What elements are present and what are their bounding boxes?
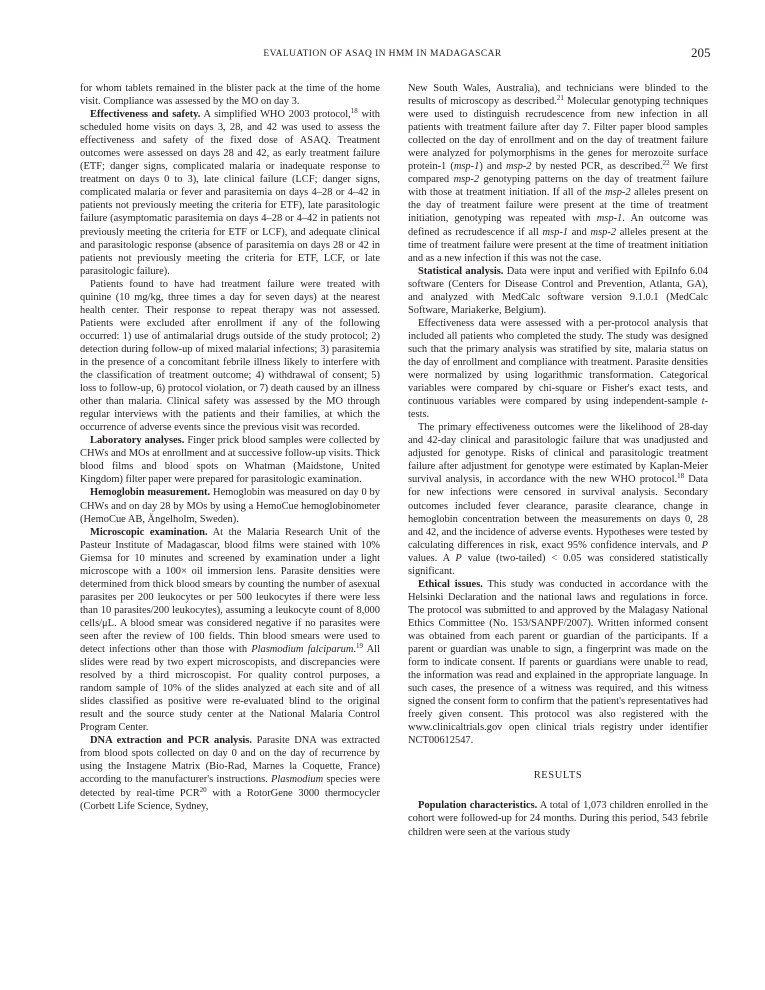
citation-ref: 20 xyxy=(199,785,207,794)
section-title-results: RESULTS xyxy=(533,770,583,782)
citation-ref: 21 xyxy=(556,94,564,103)
paragraph-statistical-analysis: Statistical analysis. Data were input and verified with EpiInfo 6.04 software (Centers for Disease Control and Prevention, Atlanta, GA), and analyzed with MedCalc software version 9.1.0.1 (MedCalc Software, Mariakerke, Belgium). xyxy=(408,265,708,316)
subsection-heading-hemoglobin: Hemoglobin measurement. xyxy=(90,487,211,499)
citation-ref: 18 xyxy=(677,472,685,481)
paragraph-genotyping: New South Wales, Australia), and technicians were blinded to the results of microscopy as described.$^{21}$ Molecular genotyping techniques were used to distinguish recrudescence from new infection in all patients with treatment failure after day 7. Filter paper blood samples collected on the day of enrollment and on the day of treatment failure were analyzed for polymorphisms in the genes for merozoite surface protein-1 (msp-1) and msp-2 by nested PCR, as described.$^{22}$ We first compared msp-2 genotyping patterns on the day of treatment failure with those at treatment initiation. If all of the msp-2 alleles present on the day of treatment failure were present at the time of treatment initiation, genotyping was repeated with msp-1. An outcome was defined as recrudescence if all msp-1 and msp-2 alleles present at the time of treatment failure were present at the time of treatment initiation and as a new infection if this was not the case. xyxy=(408,83,709,264)
paragraph-dna-pcr: DNA extraction and PCR analysis. Parasite DNA was extracted from blood spots collected on day 0 and on the day of recurrence by using the Instagene Matrix (Bio-Rad, Marnes la Coquette, France) according to the manufacturer's instructions. Plasmodium species were detected by real-time PCR$^{20}$ with a RotorGene 3000 thermocycler (Corbett Life Science, Sydney, xyxy=(80,735,380,812)
subsection-heading-statistical: Statistical analysis. xyxy=(418,265,504,277)
paragraph-hemoglobin: Hemoglobin measurement. Hemoglobin was measured on day 0 by CHWs and on day 28 by MOs by using a HemoCue hemoglobinometer (HemoCue AB, Ängelholm, Sweden). xyxy=(80,487,380,525)
paragraph-compliance: for whom tablets remained in the blister pack at the time of the home visit. Compliance was assessed by the MO on day 3. xyxy=(80,83,380,108)
subsection-heading-population: Population characteristics. xyxy=(418,800,538,812)
left-column xyxy=(80,82,380,813)
subsection-heading-effectiveness: Effectiveness and safety. xyxy=(90,109,201,121)
paragraph-treatment-failure: Patients found to have had treatment failure were treated with quinine (10 mg/kg, three times a day for seven days) at the nearest health center. Their response to repeat therapy was not assessed. Patients were excluded after enrollment if any of the following occurred: 1) use of antimalarial drugs outside of the study protocol; 2) detection during follow-up of mixed malarial infections; 3) parasitemia in the presence of a concomitant febrile illness likely to interfere with the classification of treatment outcome; 4) withdrawal of consent; 5) loss to follow-up, 6) protocol violation, or 7) death caused by an illness other than malaria. Clinical safety was assessed by the MO through regular interviews with the patients and their families, at which the occurrence of adverse events since the previous visit was recorded. xyxy=(80,278,380,434)
subsection-heading-dna-pcr: DNA extraction and PCR analysis. xyxy=(90,735,252,747)
citation-ref: 19 xyxy=(356,642,364,651)
paragraph-primary-outcomes: The primary effectiveness outcomes were the likelihood of 28-day and 42-day clinical and parasitologic failure that was unadjusted and adjusted for genotype. Risks of clinical and parasitologic treatment failure after adjustment for genotype were estimated by Kaplan-Meier survival analysis, in accordance with the new WHO protocol.$^{18}$ Data for new infections were censored in survival analysis. Secondary outcomes included fever clearance, parasite clearance, change in hemoglobin concentration between the measurements on days 0, 28 and 42, and the incidence of adverse events. Hypotheses were tested by calculating differences in risk, exact 95% confidence intervals, and P values. A P value (two-tailed) < 0.05 was considered statistically significant. xyxy=(408,422,708,577)
subsection-heading-laboratory: Laboratory analyses. xyxy=(90,435,185,447)
paragraph-microscopy: Microscopic examination. At the Malaria Research Unit of the Pasteur Institute of Madagascar, blood films were stained with 10% Giemsa for 10 minutes and screened by examination under a light microscope with a 100× oil immersion lens. Parasite densities were determined from thick blood smears by counting the number of asexual parasites per 200 leukocytes or per 500 leukocytes if there were less than 10 parasites/200 leukocytes), assuming a leukocyte count of 8,000 cells/μL. A blood smear was considered negative if no parasites were seen after the review of 100 fields. Thin blood smears were used to detect infections other than those with Plasmodium falciparum.$^{19}$ All slides were read by two expert microscopists, and discrepancies were resolved by a third microscopist. For quality control purposes, a random sample of 10% of the slides analyzed at each site and of all slides classified as positive were re-evaluated blind to the original result and the source study center at the National Malaria Control Program Center. xyxy=(80,526,380,734)
running-title: EVALUATION OF ASAQ IN HMM IN MADAGASCAR xyxy=(263,49,502,59)
subsection-heading-ethical: Ethical issues. xyxy=(418,578,483,590)
page-number: 205 xyxy=(691,45,711,60)
paragraph-ethical-issues: Ethical issues. This study was conducted in accordance with the Helsinki Declaration and the national laws and regulations in force. The protocol was submitted to and approved by the Malagasy National Ethics Committee (No. 153/SANPF/2007). Written informed consent was obtained from each parent or guardian of the participants. If a parent or guardian was unable to sign, a fingerprint was made on the form to indicate consent. If parents or guardians were unable to read, the information was read and explained in the appropriate language. In such cases, the presence of a witness was required, and this witness signed the consent form to confirm that the patient's representatives had freely given consent. This protocol was also registered with the www.clinicaltrials.gov open clinical trials registry under identifier NCT00612547. xyxy=(408,578,708,747)
citation-ref: 22 xyxy=(662,159,670,168)
paragraph-population: Population characteristics. A total of 1,073 children enrolled in the cohort were followed-up for 24 months. During this period, 543 febrile children were seen at the various study xyxy=(408,800,708,838)
paragraph-effectiveness: Effectiveness and safety. A simplified WHO 2003 protocol,$^{18}$ with scheduled home visits on days 3, 28, and 42 was used to assess the effectiveness and safety of the fixed dose of ASAQ. Treatment outcomes were assessed on days 28 and 42, as early treatment failure (ETF; danger signs, complicated malaria or inadequate response to treatment on days 0 to 3), late clinical failure (LCF; danger signs, complicated malaria or fever and parasitemia on days 4–28 or 4–42 in patients not previously meeting the criteria for ETF), late parasitologic failure (asymptomatic parasitemia on days 4–28 or 4–42 in patients not previously meeting the criteria for ETF or LCF), and adequate clinical and parasitologic response (absence of parasitemia on days 28 or 42 in patients not previously meeting the criteria for ETF, LCF, or late parasitologic failure). xyxy=(80,107,380,277)
citation-ref: 18 xyxy=(350,107,358,116)
subsection-heading-microscopy: Microscopic examination. xyxy=(90,526,208,538)
paragraph-laboratory: Laboratory analyses. Finger prick blood samples were collected by CHWs and MOs at enrollment and at successive follow-up visits. Thick blood films and blood spots on Whatman (Maidstone, United Kingdom) filter paper were prepared for parasitologic examination. xyxy=(80,435,381,486)
right-column xyxy=(408,82,708,839)
paragraph-effectiveness-data: Effectiveness data were assessed with a per-protocol analysis that included all patients who completed the study. The study was designed such that the primary analysis was stratified by site, malaria status on the day of enrollment and compliance with treatment. Parasite densities were normalized by using logarithmic transformation. Categorical variables were compared by chi-square or Fisher's exact tests, and continuous variables were compared by using independent-sample t-tests. xyxy=(408,317,708,421)
